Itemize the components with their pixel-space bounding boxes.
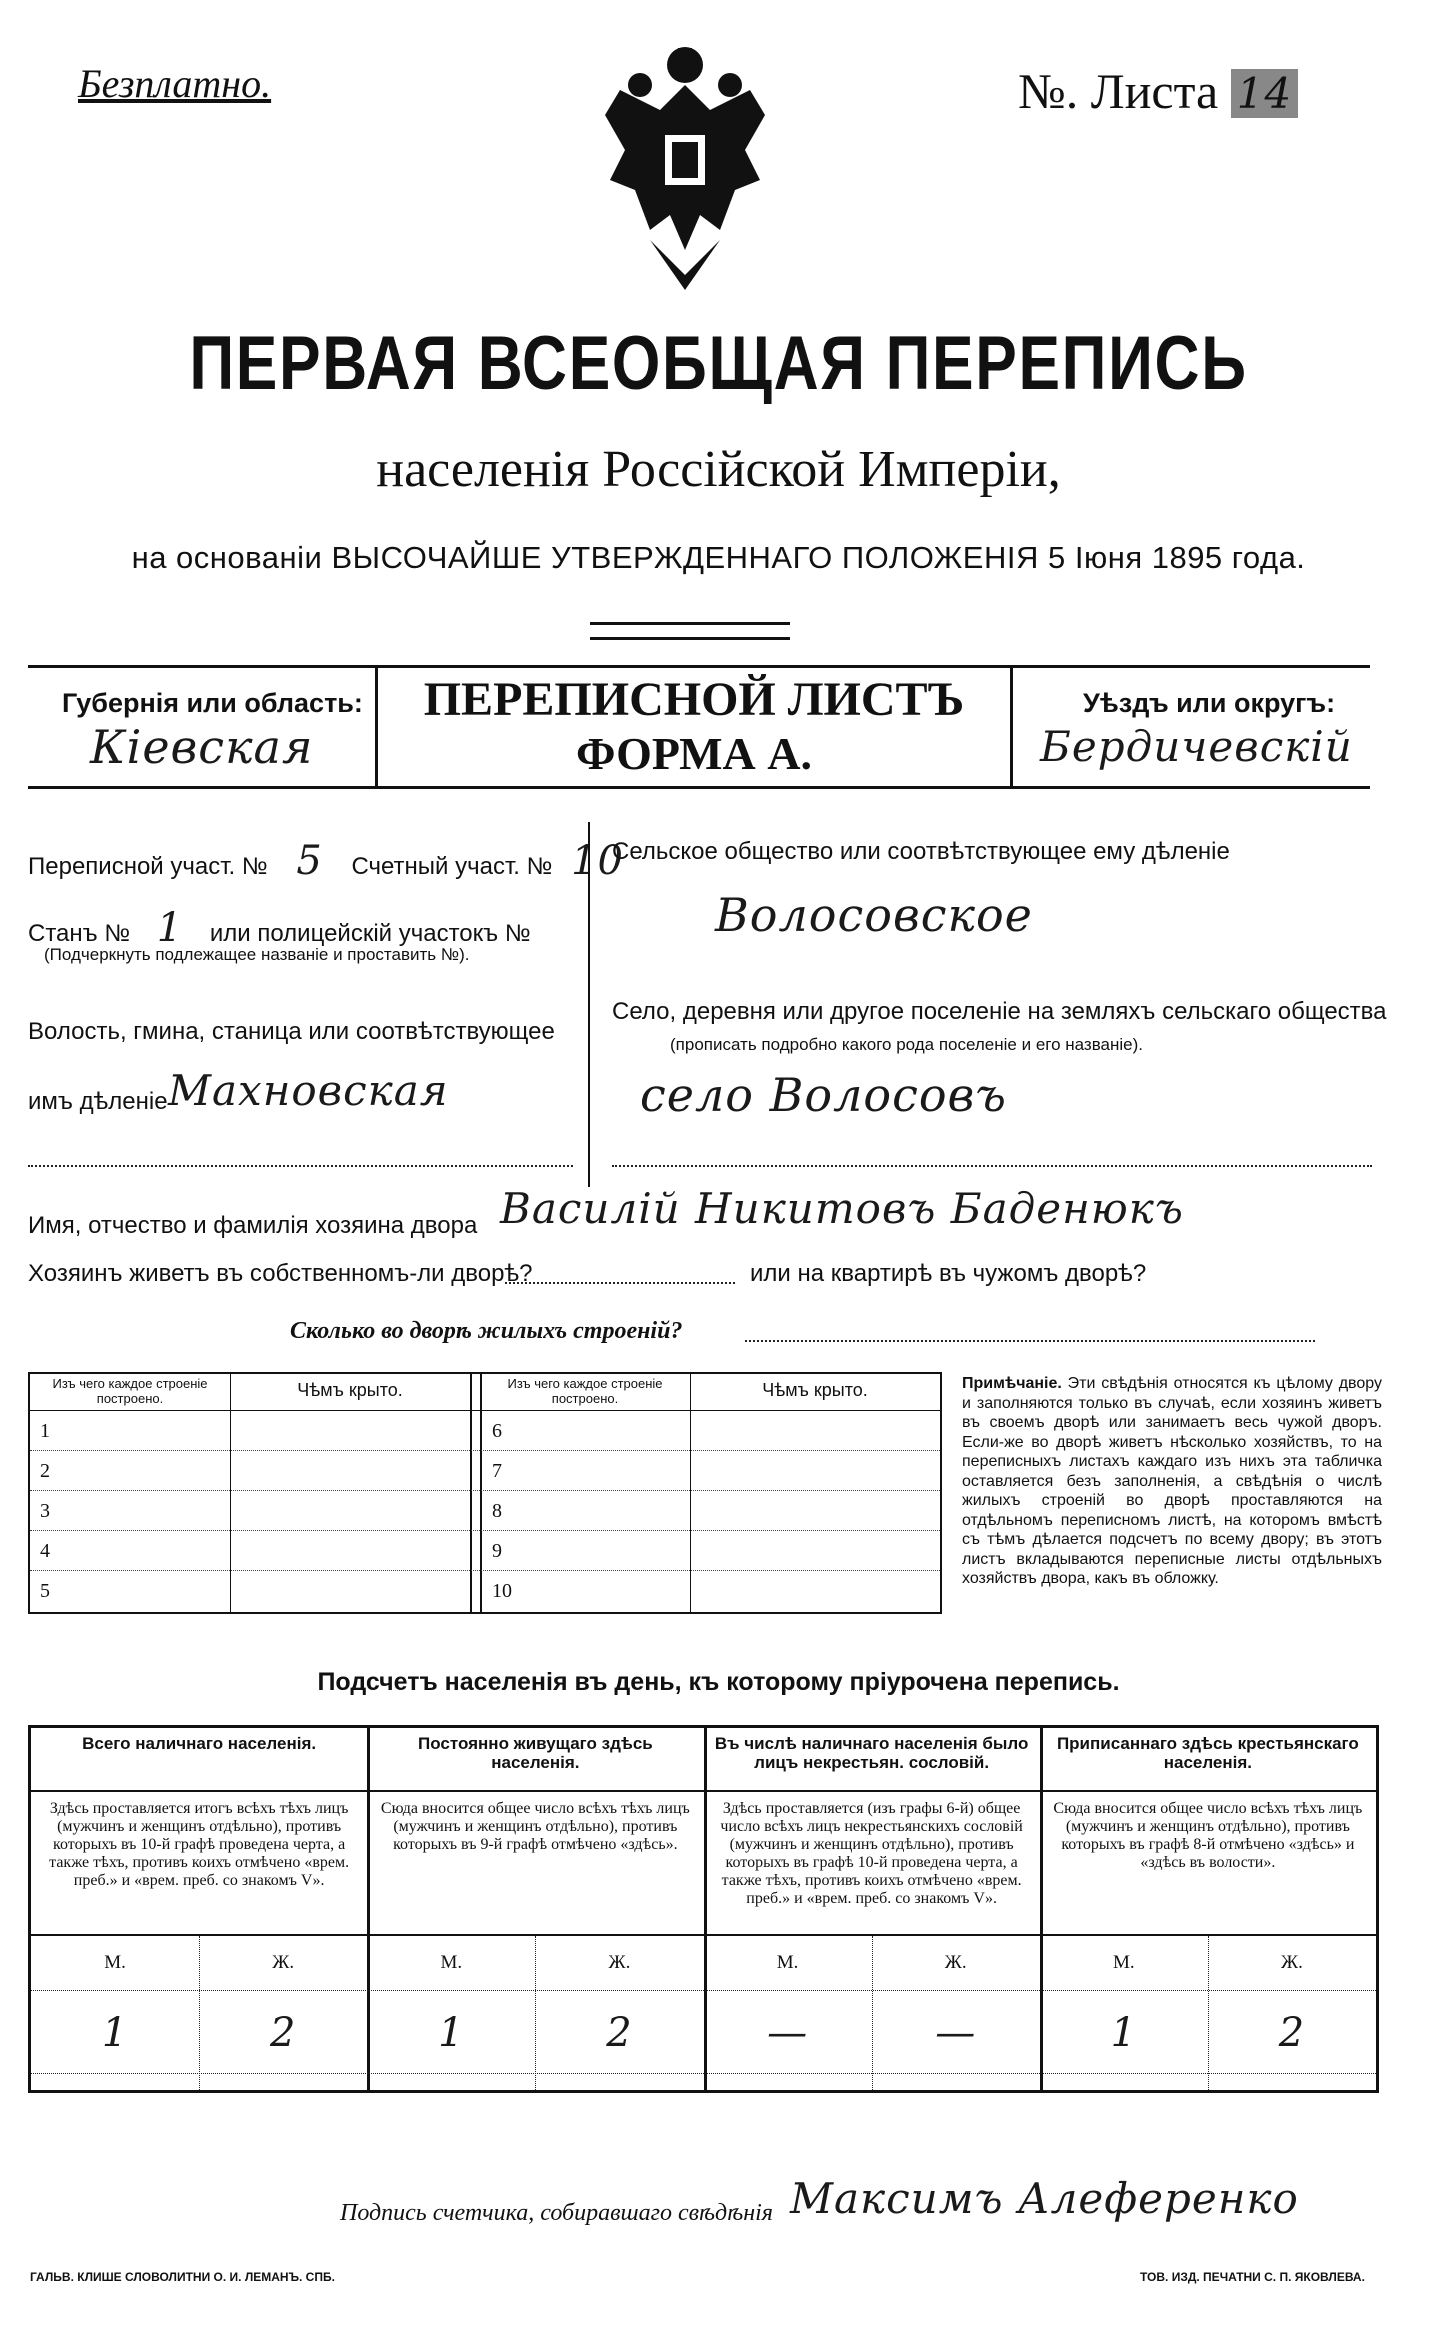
bt-row-number: 2: [40, 1460, 50, 1482]
census-basis: на основаніи ВЫСОЧАЙШЕ УТВЕРЖДЕННАГО ПОЛОЖЕНІЯ 5 Іюня 1895 года.: [131, 540, 1306, 575]
village-label: Село, деревня или другое поселеніе на земляхъ сельскаго общества: [612, 998, 1387, 1025]
count-col-head: Постоянно живущаго здѣсь населенія.: [418, 1734, 653, 1772]
count-sub-divider: [872, 1936, 873, 2090]
gubernia-label: Губернія или область:: [62, 688, 363, 718]
bt-row-line: [30, 1450, 940, 1451]
uchast-value: 5: [296, 838, 323, 884]
count-head-line: [31, 1790, 1376, 1792]
volost-label: Волость, гмина, станица или соотвѣтствующее: [28, 1018, 555, 1045]
count-col-desc: Сюда вносится общее число всѣхъ тѣхъ лицъ (мужчинъ и женщинъ отдѣльно), противъ которыхъ въ 9-й графѣ отмѣчено «здѣсь».: [380, 1800, 690, 1853]
owner-own-line: [505, 1282, 735, 1284]
bt-right-col1-head: Изъ чего каждое строеніе построено.: [507, 1376, 663, 1406]
society-value: Волосовское: [715, 888, 1033, 942]
imperial-eagle-emblem: [590, 40, 780, 300]
count-m-value: 1: [438, 2010, 465, 2056]
society-label: Сельское общество или соотвѣтствующее ему дѣленіе: [612, 838, 1230, 865]
free-label: Безплатно.: [78, 61, 272, 106]
count-m-label: М.: [440, 1952, 463, 1973]
volost-extra-line: [28, 1165, 573, 1167]
village-extra-line: [612, 1165, 1372, 1167]
bt-header-line: [30, 1410, 940, 1411]
bt-row-number: 10: [492, 1580, 512, 1602]
count-m-label: М.: [104, 1952, 126, 1973]
count-heading: Подсчетъ населенія въ день, къ которому пріурочена перепись.: [317, 1668, 1120, 1696]
count-zh-label: Ж.: [1281, 1952, 1303, 1973]
count-mzh-line: [31, 1990, 1376, 1991]
bt-left-col2-head: Чѣмъ крыто.: [297, 1380, 403, 1400]
ornament-divider: [590, 622, 790, 640]
count-m-value: —: [767, 2010, 809, 2056]
bt-row-number: 1: [40, 1420, 50, 1442]
bt-row-number: 9: [492, 1540, 502, 1562]
stan-value: 1: [156, 905, 184, 951]
schet-value: 10: [571, 838, 624, 884]
owner-name-value: Василій Никитовъ Баденюкъ: [500, 1184, 1184, 1233]
form-box-divider-right: [1010, 665, 1013, 789]
count-m-label: М.: [776, 1952, 799, 1973]
bt-row-number: 8: [492, 1500, 502, 1522]
count-zh-label: Ж.: [608, 1952, 631, 1973]
form-title: ПЕРЕПИСНОЙ ЛИСТЪ: [423, 673, 965, 726]
count-col-head: Приписаннаго здѣсь крестьянскаго населенія.: [1056, 1734, 1359, 1772]
count-zh-value: 2: [269, 2010, 297, 2056]
buildings-table: [28, 1372, 942, 1614]
uchast-row: [28, 838, 624, 884]
count-zh-label: Ж.: [272, 1952, 295, 1973]
uezd-value: Бердичевскій: [1040, 722, 1353, 771]
count-desc-line: [31, 1934, 1376, 1936]
sheet-label: №. Листа: [1018, 63, 1219, 119]
note-text: Эти свѣдѣнія относятся къ цѣлому двору и заполняются только въ случаѣ, если хозяинъ живетъ въ своемъ дворѣ или занимаетъ весь чужой дворъ. Если-же во дворѣ живетъ нѣсколько хозяйствъ, то на переписныхъ листахъ каждаго изъ нихъ эта табличка оставляется безъ заполненія, а свѣдѣнія о числѣ жилыхъ строеній во дворѣ проставляются на отдѣльномъ переписномъ листѣ, на которомъ вмѣстѣ съ тѣмъ дѣлается подсчетъ по всему двору; въ этотъ листъ вкладываются переписные листы отдѣльныхъ хозяйствъ двора, какъ въ обложку.: [962, 1375, 1382, 1587]
bt-left-col1-head: Изъ чего каждое строеніе построено.: [52, 1376, 208, 1406]
stan-label: Станъ №: [28, 920, 131, 947]
form-box-top-line: [28, 665, 1370, 668]
count-zh-value: 2: [1278, 2010, 1306, 2056]
owner-rent-label: или на квартирѣ въ чужомъ дворѣ?: [750, 1260, 1147, 1287]
schet-label: Счетный участ. №: [351, 853, 553, 880]
buildings-label: Сколько во дворѣ жилыхъ строеній?: [290, 1318, 683, 1344]
owner-name-label: Имя, отчество и фамилія хозяина двора: [28, 1212, 478, 1239]
bt-left-col-line: [230, 1374, 231, 1612]
volost-value: Махновская: [168, 1066, 449, 1115]
count-m-value: 1: [101, 2010, 129, 2056]
count-m-label: М.: [1112, 1952, 1135, 1973]
form-box-bottom-line: [28, 786, 1370, 789]
count-m-value: 1: [1110, 2010, 1138, 2056]
bt-row-number: 4: [40, 1540, 50, 1562]
bt-row-line: [30, 1530, 940, 1531]
count-value-line: [31, 2073, 1376, 2074]
bt-row-number: 7: [492, 1460, 502, 1482]
sign-value: Максимъ Алеференко: [790, 2174, 1299, 2223]
bt-right-col-line: [690, 1374, 691, 1612]
gubernia-value: Кіевская: [90, 720, 314, 774]
uezd-label: Уѣздъ или округъ:: [1083, 688, 1336, 718]
count-col-desc: Сюда вносится общее число всѣхъ тѣхъ лицъ (мужчинъ и женщинъ отдѣльно), противъ которыхъ въ графѣ 8-й отмѣчено «здѣсь» и «здѣсь въ волости».: [1053, 1800, 1363, 1871]
left-imprint: ГАЛЬВ. КЛИШЕ СЛОВОЛИТНИ О. И. ЛЕМАНЪ. СПБ.: [30, 2270, 335, 2284]
sign-label: Подпись счетчика, собиравшаго свѣдѣнія: [340, 2200, 773, 2226]
uchast-label: Переписной участ. №: [28, 853, 268, 880]
bt-row-number: 5: [40, 1580, 50, 1602]
sheet-number: [1018, 62, 1298, 120]
count-zh-value: 2: [606, 2010, 633, 2056]
note-head: Примѣчаніе.: [962, 1375, 1062, 1392]
underline-note: (Подчеркнуть подлежащее названіе и проставить №).: [44, 945, 470, 964]
imdelenie-label: имъ дѣленіе: [28, 1088, 168, 1115]
count-col-head: Въ числѣ наличнаго населенія было лицъ некрестьян. сословій.: [714, 1734, 1029, 1772]
count-col-head: Всего наличнаго населенія.: [82, 1734, 317, 1753]
form-subtitle: ФОРМА А.: [576, 728, 812, 779]
bt-row-line: [30, 1570, 940, 1571]
census-subtitle: населенія Россійской Имперіи,: [376, 441, 1061, 498]
count-table: [28, 1725, 1379, 2093]
police-label: или полицейскій участокъ №: [209, 920, 531, 947]
sheet-value: 14: [1231, 69, 1298, 118]
count-sub-divider: [535, 1936, 536, 2090]
buildings-note: [962, 1374, 1382, 1589]
count-col-desc: Здѣсь проставляется итогъ всѣхъ тѣхъ лицъ (мужчинъ и женщинъ отдѣльно), противъ которыхъ въ 10-й графѣ проведена черта, а также тѣхъ, противъ коихъ отмѣчено «врем. преб.» и «врем. преб. со знакомъ V».: [49, 1800, 350, 1889]
right-imprint: ТОВ. ИЗД. ПЕЧАТНИ С. П. ЯКОВЛЕВА.: [1140, 2270, 1365, 2284]
bt-right-col2-head: Чѣмъ крыто.: [762, 1380, 868, 1400]
count-sub-divider: [1208, 1936, 1209, 2090]
village-note: (прописать подробно какого рода поселеніе и его названіе).: [670, 1035, 1144, 1054]
buildings-line: [745, 1340, 1315, 1342]
bt-row-line: [30, 1490, 940, 1491]
bt-row-number: 3: [40, 1500, 50, 1522]
count-col-desc: Здѣсь проставляется (изъ графы 6-й) общее число всѣхъ лицъ некрестьянскихъ сословій (мужчинъ и женщинъ отдѣльно), противъ которыхъ въ графѣ 10-й проведена черта, а также тѣхъ, противъ коихъ отмѣчено «врем. преб.» и «врем. преб. со знакомъ V».: [720, 1800, 1023, 1907]
count-sub-divider: [199, 1936, 200, 2090]
count-zh-label: Ж.: [944, 1952, 967, 1973]
count-zh-value: —: [935, 2010, 977, 2056]
village-value: село Волосовъ: [640, 1068, 1007, 1122]
owner-own-label: Хозяинъ живетъ въ собственномъ-ли дворѣ?: [28, 1260, 533, 1287]
bt-row-number: 6: [492, 1420, 502, 1442]
census-title: ПЕРВАЯ ВСЕОБЩАЯ ПЕРЕПИСЬ: [189, 321, 1248, 406]
